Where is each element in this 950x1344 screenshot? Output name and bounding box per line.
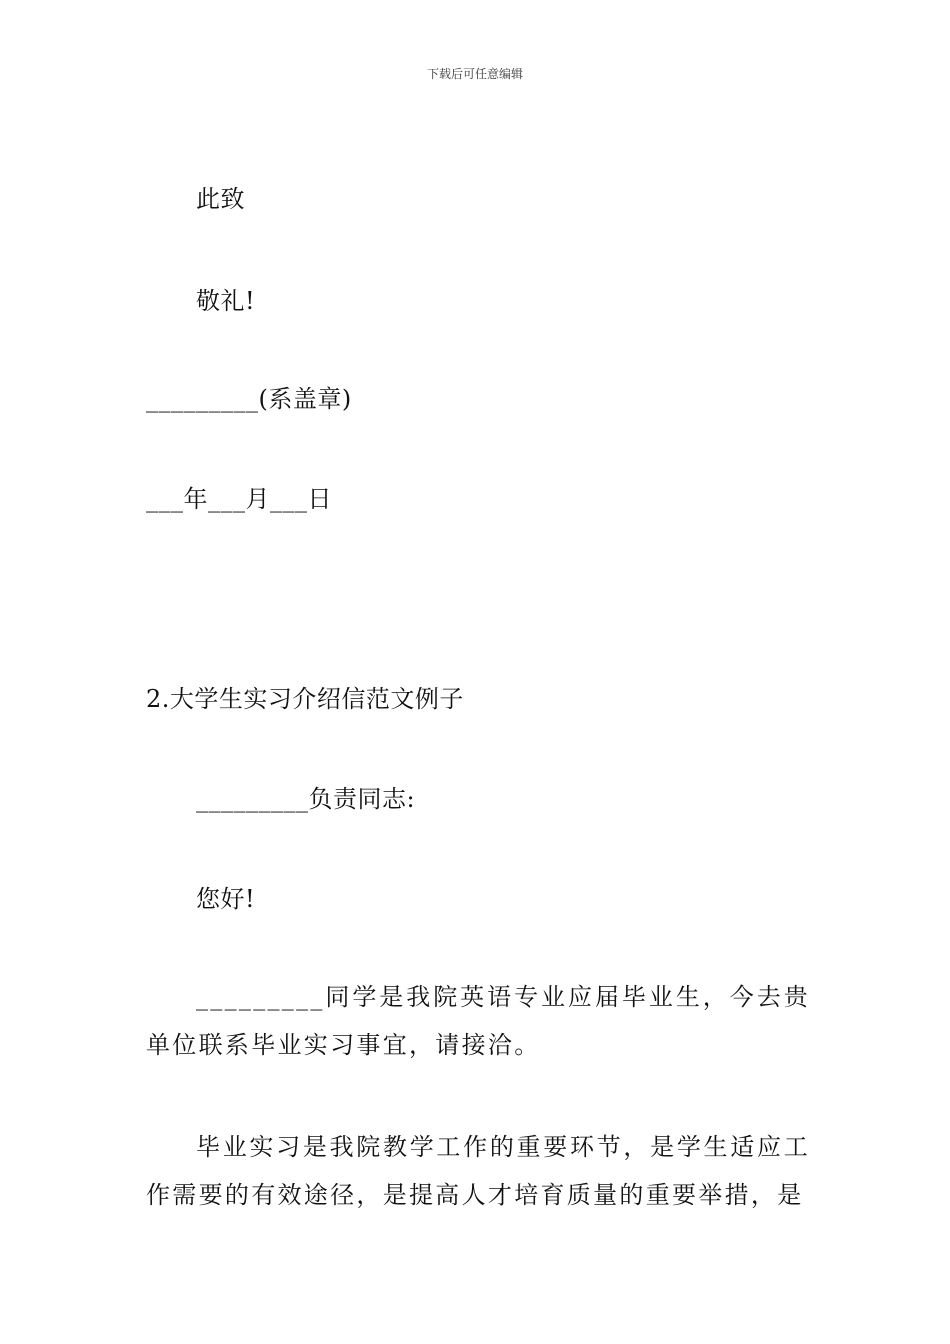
addressee-line: _________负责同志:	[196, 785, 416, 813]
body-paragraph-2: 毕业实习是我院教学工作的重要环节，是学生适应工作需要的有效途径，是提高人才培育质量的重要举措，是	[146, 1133, 810, 1209]
date-line: ___年___月___日	[146, 485, 332, 513]
page-header: 下载后可任意编辑	[426, 67, 523, 81]
section-title: 2.大学生实习介绍信范文例子	[146, 685, 464, 713]
closing-salutation: 此致	[196, 185, 245, 213]
body-paragraph-1: _________同学是我院英语专业应届毕业生，今去贵单位联系毕业实习事宜，请接洽。	[146, 983, 810, 1059]
greeting: 您好!	[196, 885, 256, 913]
stamp-line: _________(系盖章)	[146, 385, 352, 413]
closing-regards: 敬礼!	[196, 287, 256, 315]
